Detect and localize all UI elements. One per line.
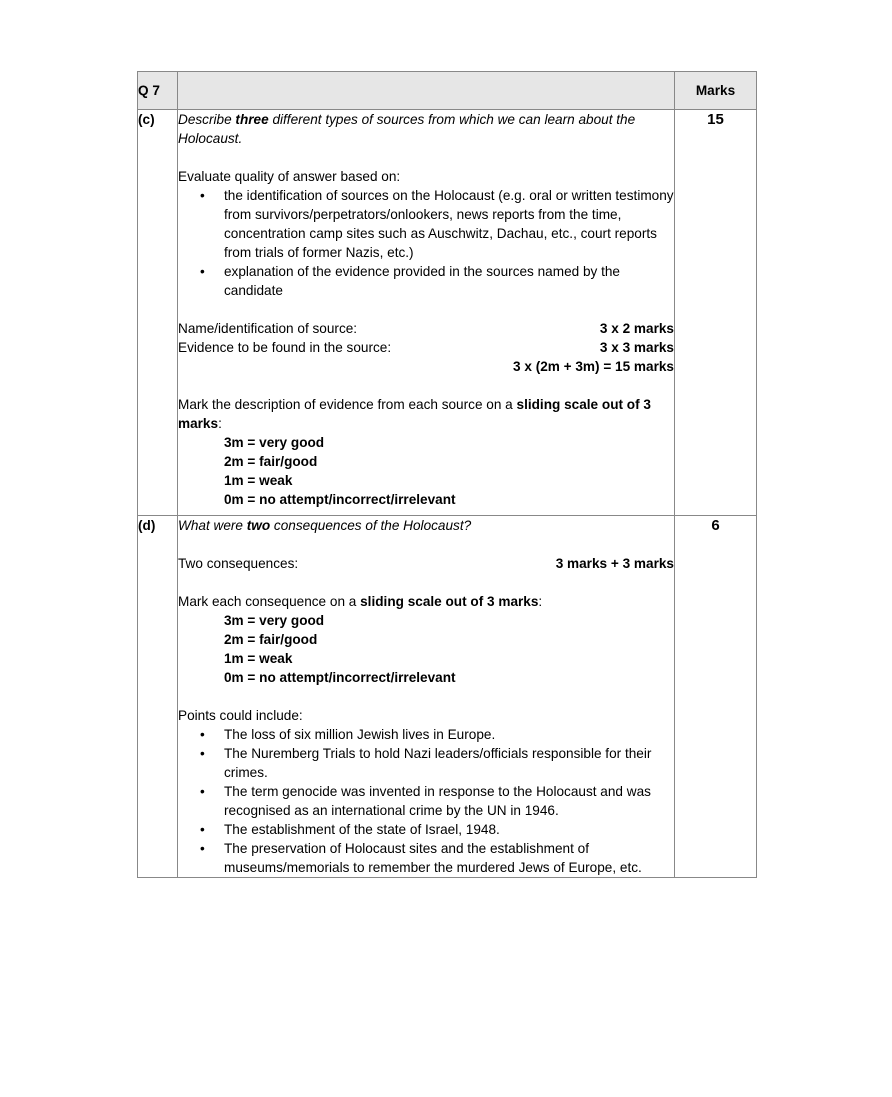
point-text: The term genocide was invented in response to the Holocaust and was recognised as an international crime by the UN in 1946.: [224, 784, 651, 818]
part-c-marks: 15: [675, 110, 757, 516]
point-text: The Nuremberg Trials to hold Nazi leaders/officials responsible for their crimes.: [224, 746, 652, 780]
part-c-row: [138, 110, 757, 516]
list-item: [200, 186, 674, 262]
scale-item: 2m = fair/good: [224, 632, 318, 647]
scale-item: 3m = very good: [224, 435, 325, 450]
evaluate-bullets: [178, 186, 674, 300]
two-consequences-row: [178, 554, 674, 573]
part-d-scale: [178, 611, 674, 687]
mark-post: :: [538, 594, 543, 609]
point-text: The loss of six million Jewish lives in Europe.: [224, 727, 496, 742]
bullet-icon: •: [200, 264, 205, 279]
points-intro: Points could include:: [178, 708, 303, 723]
question-number: Q 7: [138, 72, 178, 110]
point-text: The preservation of Holocaust sites and the establishment of museums/memorials to remember the murdered Jews of Europe, etc.: [224, 841, 642, 875]
scale-item: 2m = fair/good: [224, 454, 318, 469]
name-marks-row: [178, 319, 674, 338]
evidence-marks-row: [178, 338, 674, 357]
part-d-question-bold: two: [246, 518, 271, 533]
total-marks: 3 x (2m + 3m) = 15 marks: [513, 359, 674, 374]
point-text: The establishment of the state of Israel, 1948.: [224, 822, 500, 837]
mark-bold: sliding scale out of 3 marks: [360, 594, 539, 609]
scale-item: 1m = weak: [224, 473, 293, 488]
bullet-text: explanation of the evidence provided in the sources named by the candidate: [224, 264, 620, 298]
bullet-icon: •: [200, 727, 205, 742]
mark-scheme-table: [137, 71, 757, 878]
name-marks: 3 x 2 marks: [599, 321, 674, 336]
header-row: [138, 72, 757, 110]
name-label: Name/identification of source:: [178, 321, 358, 336]
part-d-question-pre: What were: [178, 518, 247, 533]
evaluate-intro: Evaluate quality of answer based on:: [178, 169, 401, 184]
scale-item: 0m = no attempt/incorrect/irrelevant: [224, 670, 456, 685]
part-d-mark-instruction: [178, 592, 674, 611]
mark-pre: Mark the description of evidence from each source on a: [178, 397, 517, 412]
bullet-icon: •: [200, 822, 205, 837]
bullet-icon: •: [200, 188, 205, 203]
evidence-marks: 3 x 3 marks: [599, 340, 674, 355]
list-item: [200, 782, 674, 820]
mark-pre: Mark each consequence on a: [178, 594, 361, 609]
part-d-label: (d): [138, 516, 178, 878]
list-item: [200, 820, 674, 839]
part-d-question: [178, 516, 674, 535]
scale-item: 1m = weak: [224, 651, 293, 666]
evidence-label: Evidence to be found in the source:: [178, 340, 392, 355]
list-item: [200, 744, 674, 782]
mark-post: :: [218, 416, 222, 431]
part-c-question: [178, 110, 674, 148]
part-c-label: (c): [138, 110, 178, 516]
part-d-content: [178, 516, 675, 878]
scale-item: 0m = no attempt/incorrect/irrelevant: [224, 492, 456, 507]
list-item: [200, 725, 674, 744]
part-c-question-bold: three: [235, 112, 269, 127]
part-c-content: [178, 110, 675, 516]
part-d-marks: 6: [675, 516, 757, 878]
part-c-question-pre: Describe: [178, 112, 236, 127]
list-item: [200, 839, 674, 877]
part-c-mark-instruction: [178, 395, 674, 433]
scale-item: 3m = very good: [224, 613, 325, 628]
part-c-scale: [178, 433, 674, 509]
points-list: [178, 725, 674, 877]
bullet-icon: •: [200, 746, 205, 761]
mark-bold: sliding scale out of 3 marks: [178, 397, 651, 431]
part-c-question-post: different types of sources from which we can learn about the Holocaust.: [178, 112, 636, 146]
bullet-icon: •: [200, 784, 205, 799]
list-item: [200, 262, 674, 300]
bullet-icon: •: [200, 841, 205, 856]
part-d-question-post: consequences of the Holocaust?: [270, 518, 472, 533]
part-d-row: [138, 516, 757, 878]
two-consequences-label: Two consequences:: [178, 556, 299, 571]
bullet-text: the identification of sources on the Holocaust (e.g. oral or written testimony from survivors/perpetrators/onlookers, news reports from the time, concentration camp sites such as Auschwitz, Dachau, etc., court reports from trials of former Nazis, etc.): [224, 188, 674, 260]
marks-header: Marks: [675, 72, 757, 110]
two-consequences-marks: 3 marks + 3 marks: [555, 556, 674, 571]
header-blank: [178, 72, 675, 110]
